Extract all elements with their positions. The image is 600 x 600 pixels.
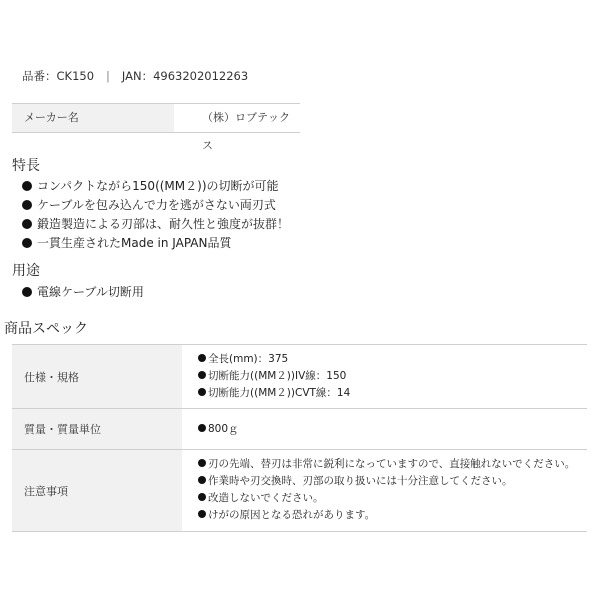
bullet-icon bbox=[198, 388, 206, 396]
spec-value: けがの原因となる恐れがあります。 bbox=[198, 507, 587, 524]
spec-value: 刃の先端、替刃は非常に鋭利になっていますので、直接触れないでください。 bbox=[198, 456, 587, 473]
bullet-icon bbox=[198, 371, 206, 379]
spec-row-label: 注意事項 bbox=[12, 450, 182, 531]
spec-value: 800ｇ bbox=[198, 421, 239, 438]
features-list bbox=[22, 177, 289, 253]
spec-row-weight bbox=[12, 409, 587, 450]
spec-row-cautions bbox=[12, 450, 587, 532]
bullet-icon bbox=[22, 200, 32, 210]
bullet-icon bbox=[22, 287, 32, 297]
spec-value: 改造しないでください。 bbox=[198, 490, 587, 507]
spec-value: 切断能力((MM２))CVT線：14 bbox=[198, 385, 587, 402]
maker-label: メーカー名 bbox=[12, 104, 174, 132]
jan-code: JAN：4963202012263 bbox=[121, 69, 249, 83]
spec-row-label: 仕様・規格 bbox=[12, 345, 182, 408]
usage-item: 電線ケーブル切断用 bbox=[22, 283, 144, 302]
bullet-icon bbox=[22, 238, 32, 248]
feature-item: コンパクトながら150((MM２))の切断が可能 bbox=[22, 177, 289, 196]
maker-value: （株）ロブテックス bbox=[202, 111, 290, 152]
feature-item: 一貫生産されたMade in JAPAN品質 bbox=[22, 234, 289, 253]
spec-heading: 商品スペック bbox=[4, 321, 88, 337]
product-codes bbox=[22, 68, 248, 84]
features-heading: 特長 bbox=[12, 158, 40, 174]
spec-row-values bbox=[182, 450, 587, 531]
spec-row-standard bbox=[12, 345, 587, 409]
bullet-icon bbox=[198, 510, 206, 518]
feature-item: ケーブルを包み込んで力を逃がさない両刃式 bbox=[22, 196, 289, 215]
bullet-icon bbox=[198, 459, 206, 467]
spec-row-values bbox=[182, 409, 587, 449]
feature-item: 鍛造製造による刃部は、耐久性と強度が抜群！ bbox=[22, 215, 289, 234]
spec-value: 切断能力((MM２))IV線：150 bbox=[198, 368, 587, 385]
usage-heading: 用途 bbox=[12, 263, 40, 279]
spec-row-values bbox=[182, 345, 587, 408]
bullet-icon bbox=[198, 424, 206, 432]
spec-row-label: 質量・質量単位 bbox=[12, 409, 182, 449]
bullet-icon bbox=[22, 219, 32, 229]
spec-value: 作業時や刃交換時、刃部の取り扱いには十分注意してください。 bbox=[198, 473, 587, 490]
maker-table bbox=[12, 103, 300, 152]
spec-value: 全長(mm)：375 bbox=[198, 351, 587, 368]
bullet-icon bbox=[22, 181, 32, 191]
spec-table bbox=[12, 344, 587, 532]
product-number: 品番：CK150 bbox=[22, 69, 95, 83]
bullet-icon bbox=[198, 476, 206, 484]
bullet-icon bbox=[198, 493, 206, 501]
codes-separator: | bbox=[106, 69, 110, 83]
usage-list bbox=[22, 283, 144, 302]
bullet-icon bbox=[198, 354, 206, 362]
